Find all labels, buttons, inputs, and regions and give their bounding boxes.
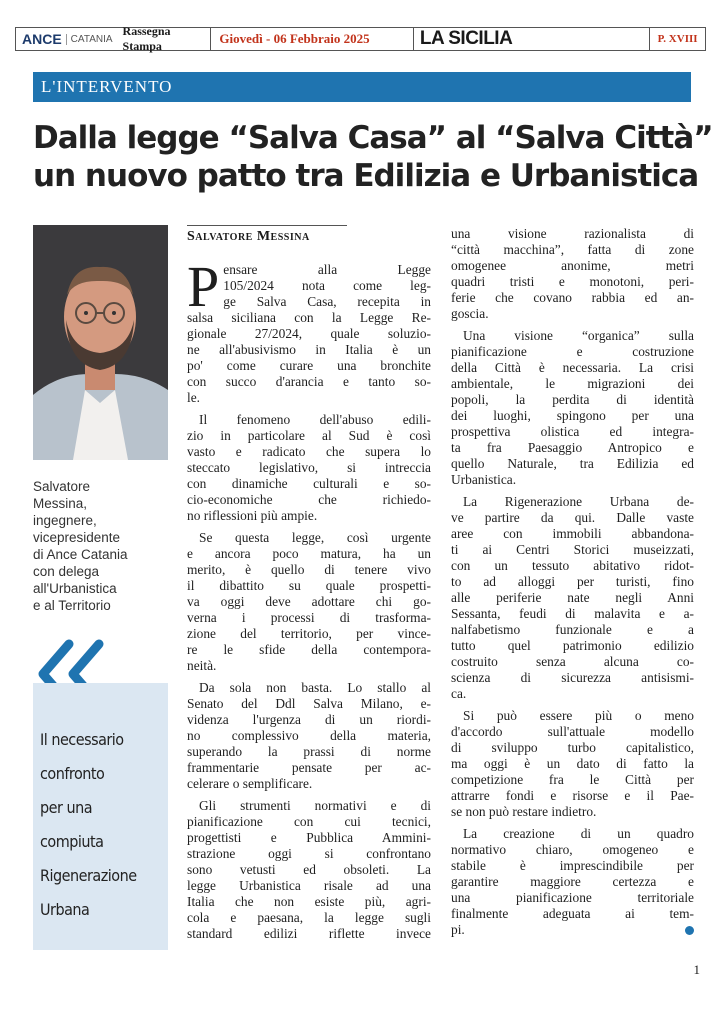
text-line: ca. <box>451 686 467 701</box>
photo-caption <box>33 478 173 614</box>
headline <box>33 119 713 195</box>
text-line: Se questa legge, così urgente <box>199 530 431 545</box>
text-line: garantire maggiore certezza e <box>451 874 694 889</box>
text-line: ensare alla Legge <box>223 262 431 277</box>
text-line: no complessivo della materia, <box>187 728 431 743</box>
text-line: popoli, la perdita di identità <box>451 392 694 407</box>
text-line: neità. <box>187 658 217 673</box>
press-header <box>15 24 706 53</box>
text-line: se non può restare indietro. <box>451 804 597 819</box>
text-line: ve partire da qui. Dalle vaste <box>451 510 694 525</box>
caption-line: di Ance Catania <box>33 547 128 562</box>
text-line: una pianificazione territoriale <box>451 890 694 905</box>
text-line: di sviluppo turbo capitalistico, <box>451 740 694 755</box>
ance-logo: ANCE <box>22 31 62 47</box>
text-line: Si può essere più o meno <box>463 708 694 723</box>
section-banner: L'INTERVENTO <box>33 72 691 102</box>
headline-line: un nuovo patto tra Edilizia e Urbanistica <box>33 158 699 194</box>
text-line: cola e paesana, la legge sugli <box>187 910 431 925</box>
text-line: no riflessioni più ampie. <box>187 508 318 523</box>
text-line: quello Naturale, tra Edilizia ed <box>451 456 694 471</box>
text-line: omogenee anonime, metri <box>451 258 694 273</box>
text-line: ne all'abusivismo in Italia è un <box>187 342 431 357</box>
text-line: con un tessuto abitativo ridot- <box>451 558 694 573</box>
text-line: La creazione di un quadro <box>463 826 694 841</box>
text-line: una visione razionalista di <box>451 226 694 241</box>
text-line: celerare o semplificare. <box>187 776 313 791</box>
text-line: con dinamiche culturali e so- <box>187 476 431 491</box>
article-column-2 <box>451 226 694 938</box>
text-line: d'accordo sull'attuale modello <box>451 724 694 739</box>
date-label: Giovedì - 06 Febbraio 2025 <box>211 28 413 50</box>
text-line: frammentarie pensate per ac- <box>187 760 431 775</box>
text-line: Una visione “organica” sulla <box>463 328 694 343</box>
text-line: quadri tristi e monotoni, peri- <box>451 274 694 289</box>
text-line: zione del territorio, per vince- <box>187 626 431 641</box>
text-line: zio in particolare al Sud è così <box>187 428 431 443</box>
caption-line: con delega <box>33 564 100 579</box>
text-line: ferie che covano rabbia ed an- <box>451 290 694 305</box>
text-line: costruito senza alcuna co- <box>451 654 694 669</box>
text-line: Senato del Ddl Salva Milano, e- <box>187 696 431 711</box>
text-line: verna i processi di trasforma- <box>187 610 431 625</box>
text-line: il dibattito su quale prospetti- <box>187 578 431 593</box>
caption-line: ingegnere, <box>33 513 97 528</box>
text-line: ta fra Paesaggio Antropico e <box>451 440 694 455</box>
text-line: aree con immobili abbandona- <box>451 526 694 541</box>
text-line: salsa siciliana con la Legge Re- <box>187 310 431 325</box>
ance-logo-sub: CATANIA <box>66 34 113 45</box>
caption-line: Messina, <box>33 496 88 511</box>
text-line: ge Salva Casa, recepita in <box>223 294 431 309</box>
text-line: alle periferie nate negli Anni <box>451 590 694 605</box>
text-line: scienza di sicurezza antisismi- <box>451 670 694 685</box>
text-line: prospettiva olistica ed integra- <box>451 424 694 439</box>
caption-line: vicepresidente <box>33 530 121 545</box>
text-line: superando la prassi di norme <box>187 744 431 759</box>
text-line: della Città è necessaria. La crisi <box>451 360 694 375</box>
newspaper-name: LA SICILIA <box>414 28 650 50</box>
rassegna-label: Rassegna Stampa <box>122 24 171 53</box>
text-line: Urbanistica. <box>451 472 517 487</box>
text-line: pianificazione e costruzione <box>451 344 694 359</box>
text-line: gionale 27/2024, quale soluzio- <box>187 326 431 341</box>
text-line: Da sola non basta. Lo stallo al <box>199 680 431 695</box>
page-ref: P. XVIII <box>657 33 698 45</box>
text-line: con succo d'arancia e tanto so- <box>187 374 431 389</box>
text-line: merito, è quello di tenere vivo <box>187 562 431 577</box>
text-line: sono vetusti ed obsoleti. La <box>187 862 431 877</box>
text-line: Gli strumenti normativi e di <box>199 798 431 813</box>
text-line: videnza l'urgenza di un riordi- <box>187 712 431 727</box>
text-line: strazione oggi si confrontano <box>187 846 431 861</box>
text-line: Sessanta, feudi di malavita e a- <box>451 606 694 621</box>
article-column-1 <box>187 254 431 942</box>
text-line: cio-economiche che richiedo- <box>187 492 431 507</box>
text-line: standard edilizi riflette invece <box>187 926 431 941</box>
end-mark-icon <box>685 926 694 935</box>
text-line: ambientale, le migrazioni dei <box>451 376 694 391</box>
text-line: steccato legislativo, si intreccia <box>187 460 431 475</box>
page-number: 1 <box>693 962 700 977</box>
text-line: vasto e radicato che supera lo <box>187 444 431 459</box>
text-line: progettisti e Pubblica Ammini- <box>187 830 431 845</box>
byline: Salvatore Messina <box>187 225 347 245</box>
author-photo <box>33 225 168 460</box>
caption-line: e al Territorio <box>33 598 111 613</box>
text-line-end <box>451 922 694 938</box>
text-line: finalmente adeguata ai tem- <box>451 906 694 921</box>
text-line: e ancora poco matura, ha un <box>187 546 431 561</box>
text-line: to ad alloggi per turisti, fino <box>451 574 694 589</box>
drop-cap: P <box>187 254 220 319</box>
pull-quote-line: Il necessario <box>40 730 124 749</box>
caption-line: Salvatore <box>33 479 91 494</box>
text-line: re le sfide della contempora- <box>187 642 431 657</box>
pull-quote-line: compiuta <box>40 832 104 851</box>
text-line: tutto quel patrimonio edilizio <box>451 638 694 653</box>
text-line: La Rigenerazione Urbana de- <box>463 494 694 509</box>
text-line: pi. <box>451 922 465 937</box>
text-line: attrarre fondi e risorse e il Pae- <box>451 788 694 803</box>
text-line: goscia. <box>451 306 489 321</box>
text-line: “città macchina”, fatta di zone <box>451 242 694 257</box>
text-line: normativo chiaro, omogeneo e <box>451 842 694 857</box>
pull-quote-line: per una <box>40 798 93 817</box>
text-line: va oggi deve adottare chi go- <box>187 594 431 609</box>
text-line: dei luoghi, spingono per una <box>451 408 694 423</box>
pull-quote-line: Rigenerazione <box>40 866 137 885</box>
pull-quote-line: confronto <box>40 764 105 783</box>
text-line: Italia che non esiste più, agri- <box>187 894 431 909</box>
text-line: po' come curare una bronchite <box>187 358 431 373</box>
source-cell <box>16 24 211 53</box>
text-line: nalfabetismo funzionale e a <box>451 622 694 637</box>
text-line: pianificazione con cui tecnici, <box>187 814 431 829</box>
text-line: le. <box>187 390 201 405</box>
text-line: Il fenomeno dell'abuso edili- <box>199 412 431 427</box>
text-line: 105/2024 nota come leg- <box>223 278 431 293</box>
caption-line: all'Urbanistica <box>33 581 117 596</box>
text-line: competizione fra le Città per <box>451 772 694 787</box>
headline-line: Dalla legge “Salva Casa” al “Salva Città” <box>33 120 713 156</box>
text-line: legge Urbanistica risale ad una <box>187 878 431 893</box>
text-line: ma oggi è un dato di fatto la <box>451 756 694 771</box>
pull-quote <box>33 683 168 950</box>
text-line: ti ai Centri Storici museizzati, <box>451 542 694 557</box>
text-line: stabile è imprescindibile per <box>451 858 694 873</box>
pull-quote-line: Urbana <box>40 900 90 919</box>
